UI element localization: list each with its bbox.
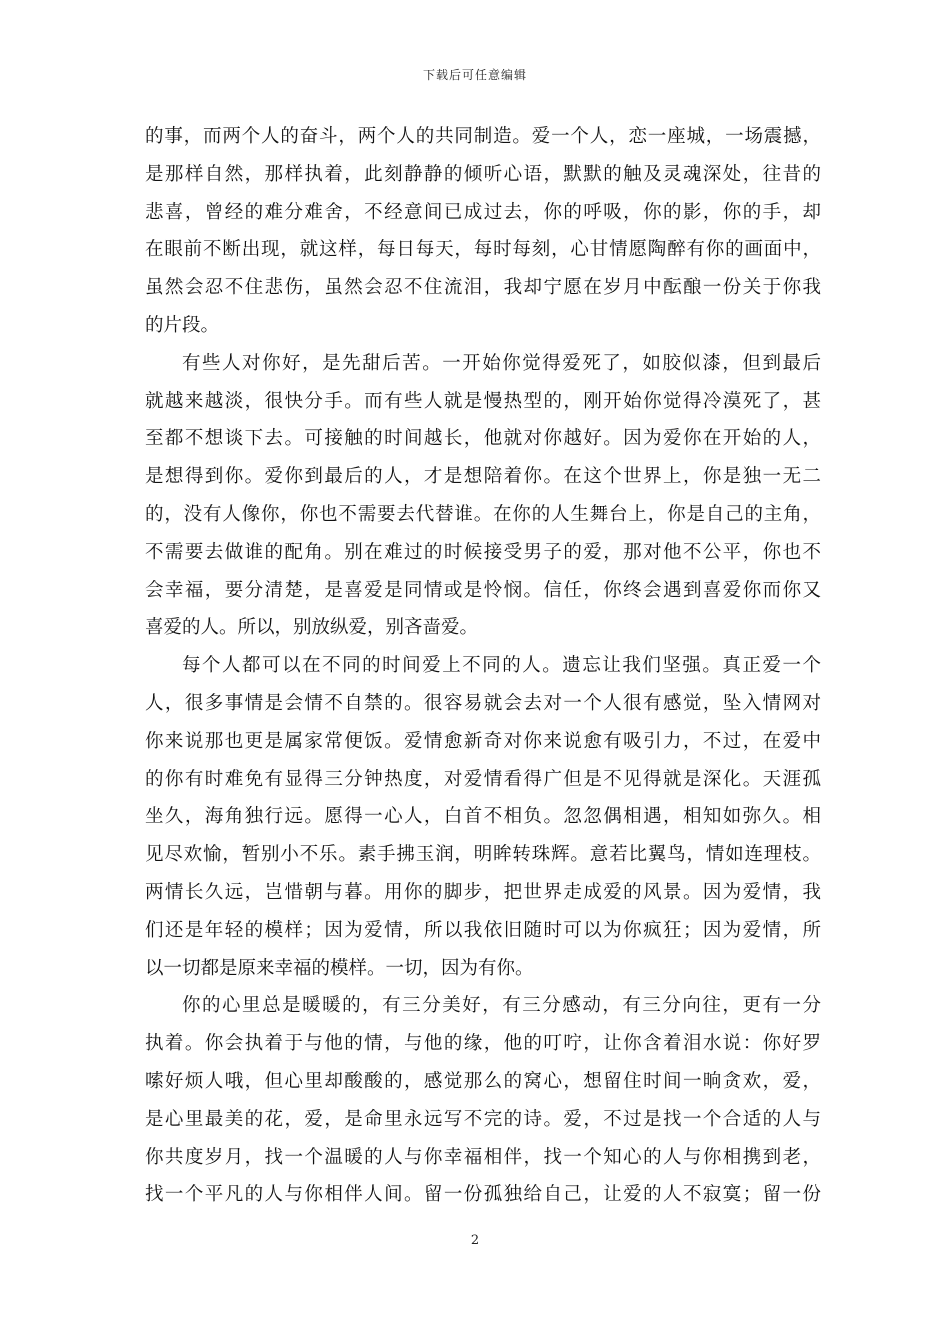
text-line: 坐久，海角独行远。愿得一心人，白首不相负。忽忽偶相遇，相知如弥久。相	[145, 806, 821, 828]
text-line: 在眼前不断出现，就这样，每日每天，每时每刻，心甘情愿陶醉有你的画面中，	[145, 239, 821, 261]
text-line: 是想得到你。爱你到最后的人，才是想陪着你。在这个世界上，你是独一无二	[145, 466, 821, 488]
text-line: 们还是年轻的模样；因为爱情，所以我依旧随时可以为你疯狂；因为爱情，所	[145, 919, 821, 941]
text-line: 找一个平凡的人与你相伴人间。留一份孤独给自己，让爱的人不寂寞；留一份	[145, 1184, 821, 1206]
text-line: 执着。你会执着于与他的情，与他的缘，他的叮咛，让你含着泪水说：你好罗	[145, 1033, 821, 1055]
page-header: 下载后可任意编辑	[422, 68, 527, 82]
text-line: 见尽欢愉，暂别小不乐。素手拂玉润，明眸转珠辉。意若比翼鸟，情如连理枝。	[145, 844, 821, 866]
text-line: 你共度岁月，找一个温暖的人与你幸福相伴，找一个知心的人与你相携到老，	[145, 1146, 821, 1168]
document-body	[145, 118, 821, 1214]
text-line: 喜爱的人。所以，别放纵爱，别吝啬爱。	[145, 617, 479, 639]
text-line: 的，没有人像你，你也不需要去代替谁。在你的人生舞台上，你是自己的主角，	[145, 503, 821, 525]
text-line: 你的心里总是暖暖的，有三分美好，有三分感动，有三分向往，更有一分	[182, 995, 821, 1017]
text-line: 就越来越淡，很快分手。而有些人就是慢热型的，刚开始你觉得冷漠死了，甚	[145, 390, 821, 412]
text-line: 两情长久远，岂惜朝与暮。用你的脚步，把世界走成爱的风景。因为爱情，我	[145, 881, 821, 903]
text-line: 悲喜，曾经的难分难舍，不经意间已成过去，你的呼吸，你的影，你的手，却	[145, 201, 821, 223]
text-line: 人，很多事情是会情不自禁的。很容易就会去对一个人很有感觉，坠入情网对	[145, 692, 821, 714]
text-line: 的事，而两个人的奋斗，两个人的共同制造。爱一个人，恋一座城，一场震撼，	[145, 126, 821, 147]
text-line: 不需要去做谁的配角。别在难过的时候接受男子的爱，那对他不公平，你也不	[145, 541, 821, 563]
text-line: 的片段。	[145, 314, 220, 336]
text-line: 每个人都可以在不同的时间爱上不同的人。遗忘让我们坚强。真正爱一个	[182, 655, 821, 677]
text-line: 以一切都是原来幸福的模样。一切，因为有你。	[145, 957, 534, 979]
text-line: 至都不想谈下去。可接触的时间越长，他就对你越好。因为爱你在开始的人，	[145, 428, 821, 450]
text-line: 嗦好烦人哦，但心里却酸酸的，感觉那么的窝心，想留住时间一晌贪欢，爱，	[145, 1070, 821, 1092]
text-line: 虽然会忍不住悲伤，虽然会忍不住流泪，我却宁愿在岁月中酝酿一份关于你我	[145, 277, 821, 299]
text-line: 的你有时难免有显得三分钟热度，对爱情看得广但是不见得就是深化。天涯孤	[145, 768, 821, 790]
text-line: 有些人对你好，是先甜后苦。一开始你觉得爱死了，如胶似漆，但到最后	[182, 352, 821, 374]
page-number: 2	[470, 1233, 480, 1248]
text-line: 会幸福，要分清楚，是喜爱是同情或是怜悯。信任，你终会遇到喜爱你而你又	[145, 579, 821, 601]
text-line: 你来说那也更是属家常便饭。爱情愈新奇对你来说愈有吸引力，不过，在爱中	[145, 730, 821, 752]
text-line: 是那样自然，那样执着，此刻静静的倾听心语，默默的触及灵魂深处，往昔的	[145, 163, 821, 185]
text-line: 是心里最美的花，爱，是命里永远写不完的诗。爱，不过是找一个合适的人与	[145, 1108, 821, 1130]
